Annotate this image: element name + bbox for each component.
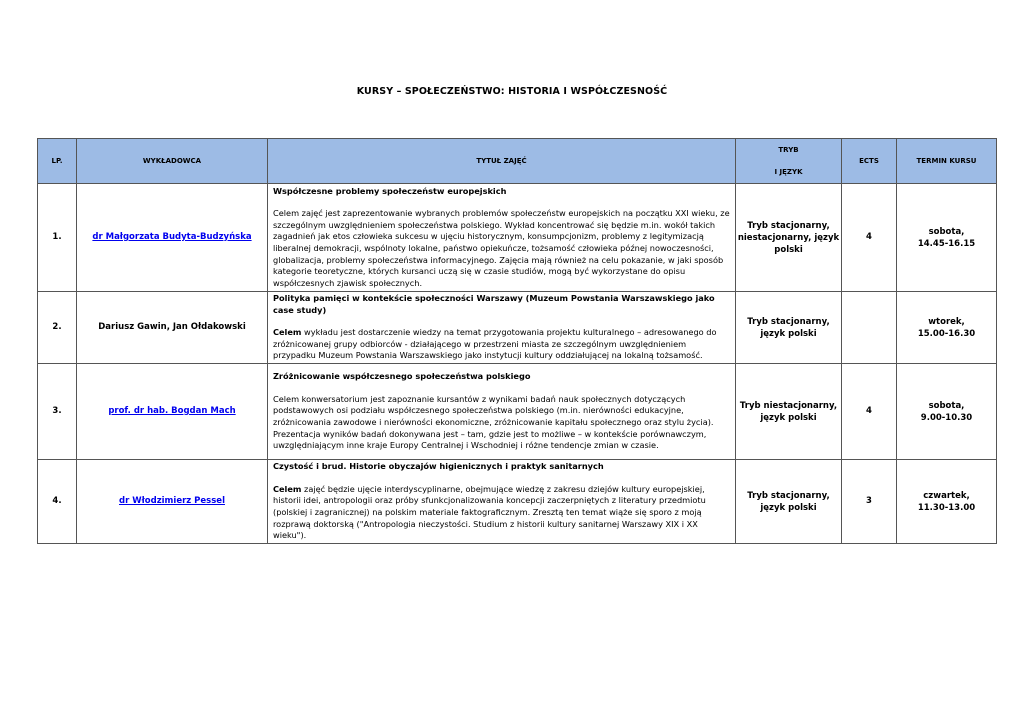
term-day: sobota, (928, 400, 965, 411)
course-term (897, 364, 997, 460)
table-row (38, 184, 997, 292)
mode-language: Tryb stacjonarny, język polski (736, 292, 842, 364)
term-time: 15.00-16.30 (917, 328, 976, 339)
course-term (897, 184, 997, 292)
term-day: sobota, (928, 226, 965, 237)
row-number: 2. (38, 292, 77, 364)
term-time: 14.45-16.15 (917, 238, 976, 249)
header-mode-line2: I JĘZYK (774, 168, 803, 176)
ects-value: 4 (842, 364, 897, 460)
term-time: 9.00-10.30 (920, 412, 973, 423)
course-description: Celem zajęć jest zaprezentowanie wybranych problemów społeczeństw europejskich na początku XXI wieku, ze szczególnym uwzględnieniem społeczeństwa polskiego. Wykład koncentrować się będzie m.in. wokół takich zagadnień jak etos człowieka sukcesu w ujęciu historycznym, konsumpcjonizm, problemy z legitymizacją liberalnej demokracji, wspólnoty lokalne, państwo opiekuńcze, tożsamość człowieka późnej nowoczesności, globalizacja, problemy społeczeństwa informacyjnego. Zajęcia mają również na celu pokazanie, w jaki sposób kategorie teoretyczne, których kursanci uczą się w czasie studiów, mogą być wykorzystane do opisu współczesnych zjawisk społecznych. (273, 208, 730, 288)
course-description-cell (268, 364, 736, 460)
course-title: Współczesne problemy społeczeństw europejskich (273, 185, 507, 196)
header-lecturer: WYKŁADOWCA (77, 139, 268, 184)
course-description-cell (268, 292, 736, 364)
lecturer-cell (77, 460, 268, 544)
table-header-row (38, 139, 997, 184)
page-title: KURSY – SPOŁECZEŃSTWO: HISTORIA I WSPÓŁCZESNOŚĆ (356, 86, 668, 97)
lecturer-link[interactable]: dr Włodzimierz Pessel (119, 495, 225, 506)
header-mode-line1: TRYB (778, 146, 799, 154)
ects-value: 3 (842, 460, 897, 544)
term-day: wtorek, (928, 316, 965, 327)
course-term (897, 292, 997, 364)
header-mode-language (736, 139, 842, 184)
header-course-title: TYTUŁ ZAJĘĆ (268, 139, 736, 184)
term-time: 11.30-13.00 (917, 502, 976, 513)
course-description-cell (268, 184, 736, 292)
header-term: TERMIN KURSU (897, 139, 997, 184)
course-title: Czystość i brud. Historie obyczajów higienicznych i praktyk sanitarnych (273, 461, 604, 472)
table-row (38, 364, 997, 460)
mode-language: Tryb stacjonarny, niestacjonarny, język polski (736, 184, 842, 292)
mode-language: Tryb niestacjonarny, język polski (736, 364, 842, 460)
header-lp: LP. (38, 139, 77, 184)
lecturer-cell: Dariusz Gawin, Jan Ołdakowski (77, 292, 268, 364)
lecturer-link[interactable]: prof. dr hab. Bogdan Mach (108, 405, 236, 416)
course-description-cell (268, 460, 736, 544)
table-row (38, 460, 997, 544)
course-term (897, 460, 997, 544)
description-lead: Celem (273, 483, 302, 494)
lecturer-link[interactable]: dr Małgorzata Budyta-Budzyńska (92, 231, 252, 242)
lecturer-cell (77, 184, 268, 292)
term-day: czwartek, (923, 490, 970, 501)
lecturer-cell (77, 364, 268, 460)
course-description: wykładu jest dostarczenie wiedzy na temat przygotowania projektu kulturalnego – adresowanego do zróżnicowanej grupy odbiorców - działającego w przestrzeni miasta ze szczególnym uwzględnieniem przypadku Muzeum Powstania Warszawskiego jako instytucji kultury oddziałującej na lokalną tożsamość. (273, 327, 717, 361)
ects-value: 4 (842, 184, 897, 292)
header-ects: ECTS (842, 139, 897, 184)
row-number: 1. (38, 184, 77, 292)
description-lead: Celem (273, 327, 302, 338)
courses-table (37, 138, 997, 544)
course-title: Polityka pamięci w kontekście społeczności Warszawy (Muzeum Powstania Warszawskiego jako case study) (273, 293, 715, 315)
ects-value (842, 292, 897, 364)
course-title: Zróżnicowanie współczesnego społeczeństwa polskiego (273, 371, 531, 382)
course-description: Celem konwersatorium jest zapoznanie kursantów z wynikami badań nauk społecznych dotyczących podstawowych osi podziału współczesnego społeczeństwa polskiego (m.in. nierówności edukacyjne, zróżnicowania zawodowe i nierówności ekonomiczne, zróżnicowanie kapitału społecznego oraz stylu życia). Prezentacja wyników badań dokonywana jest – tam, gdzie jest to możliwe – w kontekście porównawczym, uwzględniającym inne kraje Europy Centralnej i Wschodniej i różne tendencje zmian w czasie. (273, 393, 714, 451)
row-number: 3. (38, 364, 77, 460)
mode-language: Tryb stacjonarny, język polski (736, 460, 842, 544)
row-number: 4. (38, 460, 77, 544)
table-row (38, 292, 997, 364)
course-description: zajęć będzie ujęcie interdyscyplinarne, obejmujące wiedzę z zakresu dziejów kultury europejskiej, historii idei, antropologii oraz próby sfunkcjonalizowania koncepcji zaczerpniętych z literatury przedmiotu (polskiej i zagranicznej) na polskim materiale faktograficznym. Zresztą ten temat wiąże się sporo z moją rozprawą doktorską ("Antropologia nieczystości. Studium z historii kultury sanitarnej Warszawy XIX i XX wieku"). (273, 483, 706, 541)
